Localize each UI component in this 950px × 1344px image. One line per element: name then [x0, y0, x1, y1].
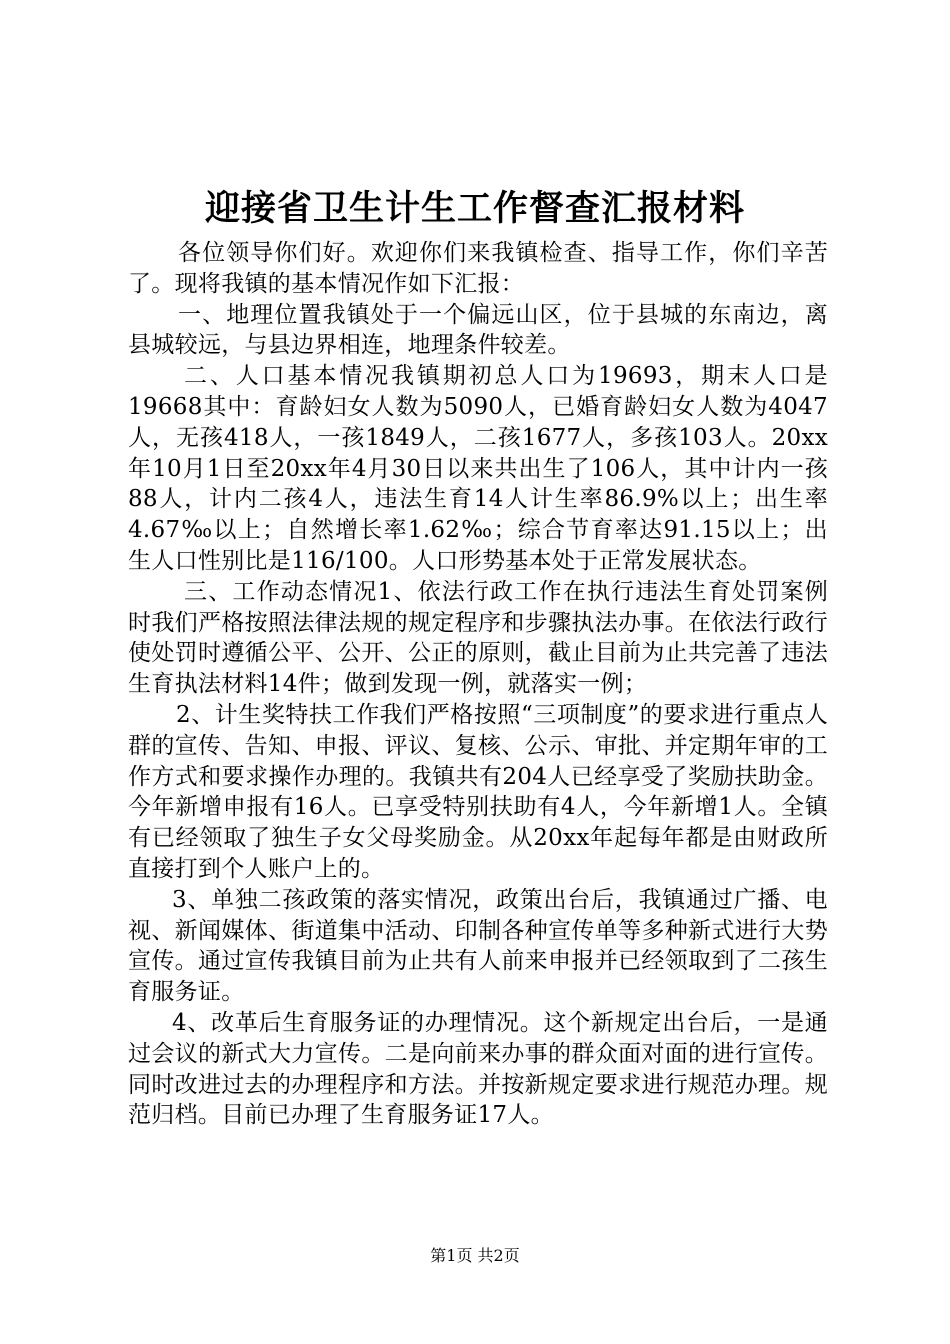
paragraph-population: 二、人口基本情况我镇期初总人口为19693，期末人口是19668其中：育龄妇女人数为5090人，已婚育龄妇女人数为4047人，无孩418人，一孩1849人，二孩1677人，多孩103人。20xx年10月1日至20xx年4月30日以来共出生了106人，其中计内一孩88人，计内二孩4人，违法生育14人计生率86.9%以上；出生率4.67‰以上；自然增长率1.62‰；综合节育率达91.15以上；出生人口性别比是116/100。人口形势基本处于正常发展状态。	[128, 363, 828, 574]
paragraph-reward-support: 2、计生奖特扶工作我们严格按照“三项制度”的要求进行重点人群的宣传、告知、申报、评议、复核、公示、审批、并定期年审的工作方式和要求操作办理的。我镇共有204人已经享受了奖励扶助金。今年新增申报有16人。已享受特别扶助有4人，今年新增1人。全镇有已经领取了独生子女父母奖励金。从20xx年起每年都是由财政所直接打到个人账户上的。	[128, 701, 828, 882]
page-number: 第1页 共2页	[430, 1246, 520, 1265]
paragraph-location: 一、地理位置我镇处于一个偏远山区，位于县城的东南边，离县城较远，与县边界相连，地理条件较差。	[128, 301, 828, 359]
paragraph-work-status: 三、工作动态情况1、依法行政工作在执行违法生育处罚案例时我们严格按照法律法规的规定程序和步骤执法办事。在依法行政行使处罚时遵循公平、公开、公正的原则，截止目前为止共完善了违法生育执法材料14件；做到发现一例，就落实一例；	[128, 578, 828, 698]
paragraph-birth-certificate: 4、改革后生育服务证的办理情况。这个新规定出台后，一是通过会议的新式大力宣传。二是向前来办事的群众面对面的进行宣传。同时改进过去的办理程序和方法。并按新规定要求进行规范办理。规范归档。目前已办理了生育服务证17人。	[128, 1009, 828, 1129]
document-title: 迎接省卫生计生工作督查汇报材料	[204, 188, 745, 229]
paragraph-second-child-policy: 3、单独二孩政策的落实情况，政策出台后，我镇通过广播、电视、新闻媒体、街道集中活动、印制各种宣传单等多种新式进行大势宣传。通过宣传我镇目前为止共有人前来申报并已经领取到了二孩生育服务证。	[128, 886, 828, 1006]
document-body	[128, 238, 828, 1131]
paragraph-greeting: 各位领导你们好。欢迎你们来我镇检查、指导工作，你们辛苦了。现将我镇的基本情况作如下汇报：	[128, 240, 828, 297]
